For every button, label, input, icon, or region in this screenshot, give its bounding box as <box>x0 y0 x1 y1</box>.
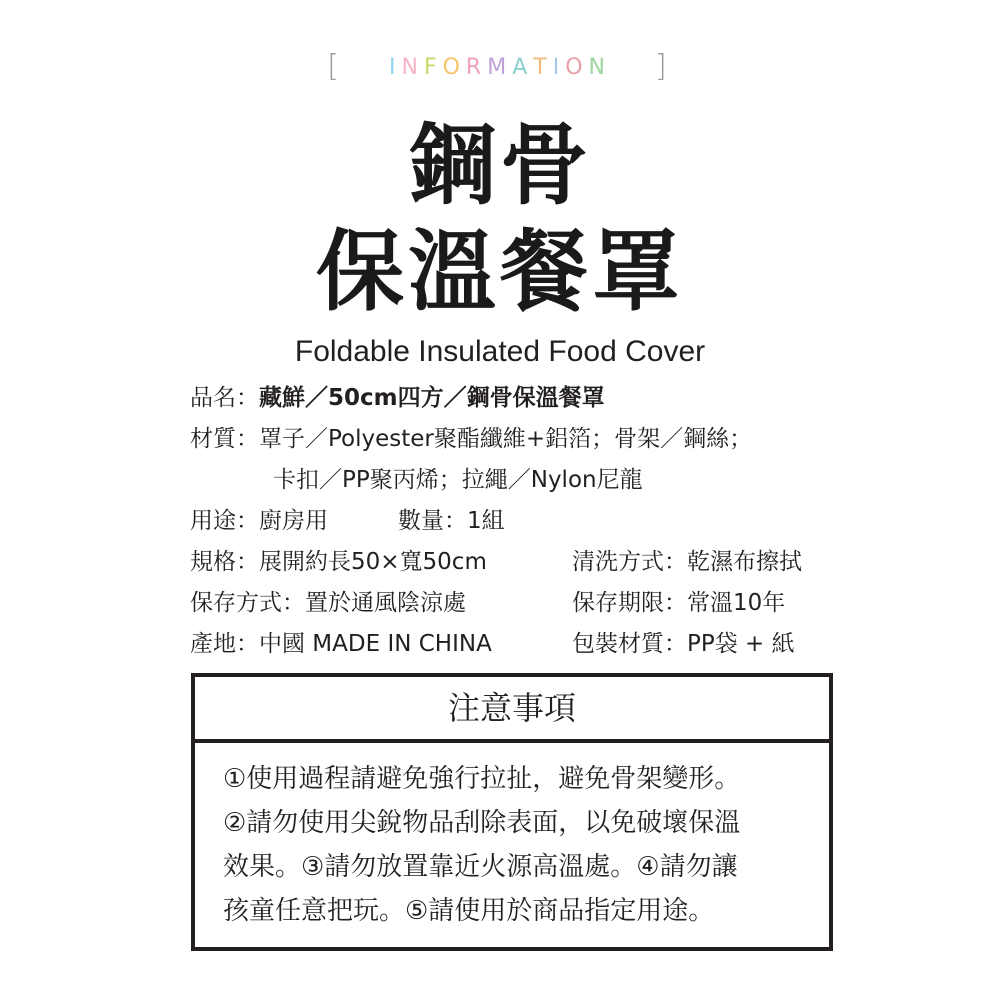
usage-value: 廚房用 <box>259 508 328 534</box>
storage-label: 保存方式： <box>190 590 305 616</box>
notice-line: 效果。③請勿放置靠近火源高溫處。④請勿讓 <box>223 852 738 882</box>
wash-label: 清洗方式： <box>572 549 687 575</box>
product-info-list <box>190 378 870 665</box>
info-row-spec <box>190 542 870 583</box>
information-letter: A <box>512 55 534 80</box>
origin-label: 產地： <box>190 631 259 657</box>
notice-line: 孩童任意把玩。⑤請使用於商品指定用途。 <box>223 896 715 926</box>
notice-line: ②請勿使用尖銳物品刮除表面，以免破壞保溫 <box>223 808 741 838</box>
material-label: 材質： <box>190 426 259 452</box>
information-letter: I <box>552 55 566 80</box>
information-letter: N <box>588 55 612 80</box>
information-word <box>389 55 611 80</box>
info-row-usage <box>190 501 870 542</box>
name-value: 藏鮮／50cm四方／鋼骨保溫餐罩 <box>259 385 605 411</box>
shelf-life-label: 保存期限： <box>572 590 687 616</box>
notice-body <box>195 743 829 933</box>
title-line-1: 鋼骨 <box>407 114 592 217</box>
bracket-open: [ <box>327 49 345 84</box>
spec-value: 展開約長50×寬50cm <box>259 549 487 575</box>
usage-label: 用途： <box>190 508 259 534</box>
bracket-close: ] <box>655 49 673 84</box>
info-row-storage <box>190 583 870 624</box>
notice-title: 注意事項 <box>195 677 829 743</box>
information-letter: M <box>487 55 513 80</box>
information-letter: F <box>423 55 443 80</box>
title-line-2: 保溫餐罩 <box>315 220 684 323</box>
package-field <box>572 624 795 665</box>
material-value-line2: 卡扣／PP聚丙烯；拉繩／Nylon尼龍 <box>273 467 643 493</box>
info-row-name <box>190 378 870 419</box>
information-letter: N <box>401 55 424 80</box>
quantity-value: 1組 <box>467 508 505 534</box>
storage-value: 置於通風陰涼處 <box>305 590 466 616</box>
english-subtitle: Foldable Insulated Food Cover <box>294 335 706 368</box>
material-value-line1: 罩子／Polyester聚酯纖維+鋁箔；骨架／鋼絲； <box>259 426 753 452</box>
shelf-life-field <box>572 583 785 624</box>
quantity-field <box>398 501 505 542</box>
info-row-material-cont <box>190 460 870 501</box>
notice-box <box>191 673 833 951</box>
information-letter: O <box>565 55 589 80</box>
information-letter: R <box>465 55 488 80</box>
information-letter: O <box>442 55 466 80</box>
information-letter: I <box>388 55 402 80</box>
shelf-life-value: 常溫10年 <box>687 590 786 616</box>
info-row-material <box>190 419 870 460</box>
info-row-origin <box>190 624 870 665</box>
origin-value: 中國 MADE IN CHINA <box>259 631 492 657</box>
wash-value: 乾濕布擦拭 <box>687 549 802 575</box>
spec-label: 規格： <box>190 549 259 575</box>
name-label: 品名： <box>190 385 259 411</box>
information-letter: T <box>533 55 553 80</box>
information-tag <box>0 50 1000 85</box>
wash-field <box>572 542 802 583</box>
notice-line: ①使用過程請避免強行拉扯，避免骨架變形。 <box>223 764 741 794</box>
package-value: PP袋 + 紙 <box>687 631 795 657</box>
package-label: 包裝材質： <box>572 631 687 657</box>
quantity-label: 數量： <box>398 508 467 534</box>
